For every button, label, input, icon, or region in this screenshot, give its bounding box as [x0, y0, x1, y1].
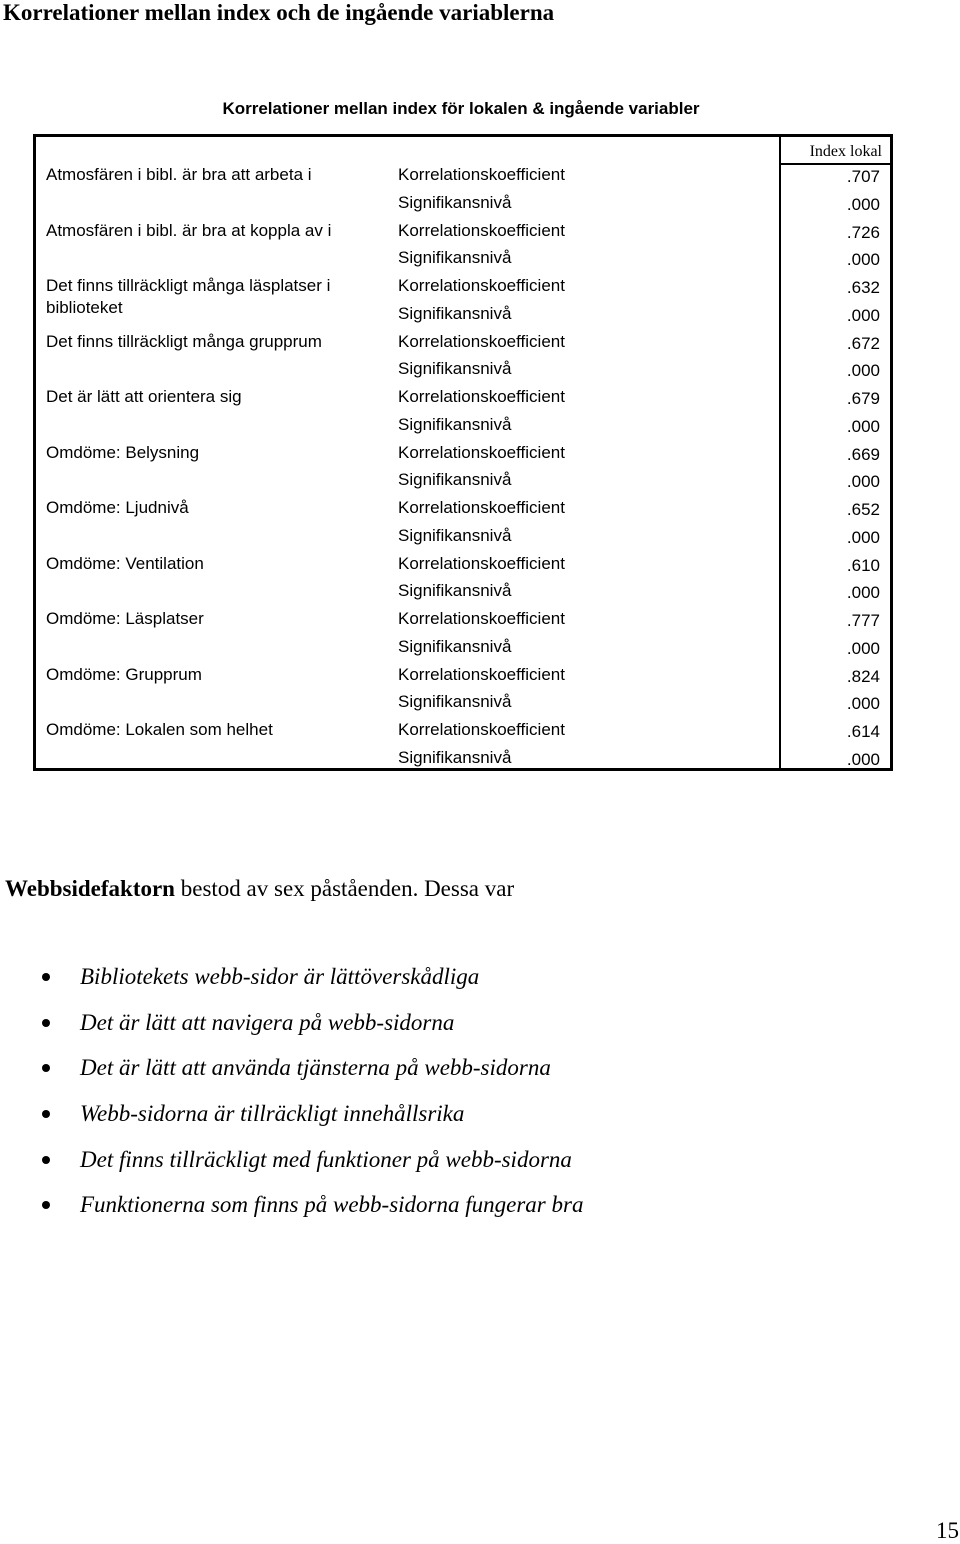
list-item — [0, 1143, 800, 1177]
bullet-text: Bibliotekets webb-sidor är lättöverskådliga — [80, 964, 480, 989]
table-row-coef-value: .669 — [846, 444, 880, 464]
table-row-variable: Det finns tillräckligt många grupprum — [46, 331, 322, 351]
bullet-text: Det är lätt att använda tjänsterna på webb-sidorna — [80, 1055, 551, 1080]
table-row-coef-label: Korrelationskoefficient — [398, 165, 565, 184]
table-row-sig-label: Signifikansnivå — [398, 192, 512, 212]
table-row-variable: Det är lätt att orientera sig — [46, 387, 242, 406]
table-row-sig-value: .000 — [846, 694, 880, 713]
table-row-sig-label: Signifikansnivå — [398, 303, 512, 323]
table-row-coef-value: .614 — [846, 722, 880, 741]
table-row-coef-label: Korrelationskoefficient — [398, 442, 565, 462]
table-row-coef-label: Korrelationskoefficient — [398, 276, 565, 295]
table-row-coef-label: Korrelationskoefficient — [398, 220, 565, 240]
page-number: 15 — [936, 1518, 959, 1543]
bullet-text: Det finns tillräckligt med funktioner på webb-sidorna — [80, 1147, 572, 1172]
table-row-coef-label: Korrelationskoefficient — [398, 609, 565, 628]
table-row-variable: Omdöme: Ljudnivå — [46, 498, 189, 517]
table-row-sig-label: Signifikansnivå — [398, 525, 512, 545]
bullet-icon — [42, 1019, 50, 1027]
table-row-coef-label: Korrelationskoefficient — [398, 664, 565, 684]
table-row-sig-label: Signifikansnivå — [398, 692, 512, 711]
paragraph-bold-term: Webbsidefaktorn — [5, 876, 175, 901]
table-row-sig-label: Signifikansnivå — [398, 470, 512, 489]
table-row-sig-value: .000 — [846, 194, 880, 214]
table-row-coef-label: Korrelationskoefficient — [398, 498, 565, 517]
table-row-sig-value: .000 — [846, 527, 880, 547]
table-row-sig-value: .000 — [846, 749, 880, 769]
bullet-icon — [42, 973, 50, 981]
table-row-coef-value: .610 — [846, 555, 880, 575]
table-row-variable: Atmosfären i bibl. är bra at koppla av i — [46, 220, 332, 240]
list-item — [0, 960, 800, 994]
page-heading: Korrelationer mellan index och de ingående variablerna — [3, 0, 555, 25]
bullet-text: Webb-sidorna är tillräckligt innehållsrika — [80, 1101, 465, 1126]
paragraph-text: bestod av sex påståenden. Dessa var — [174, 876, 515, 901]
bullet-text: Funktionerna som finns på webb-sidorna fungerar bra — [80, 1192, 584, 1217]
column-header-index-lokal: Index lokal — [809, 143, 882, 160]
table-row-sig-label: Signifikansnivå — [398, 414, 512, 434]
table-title: Korrelationer mellan index för lokalen & ingående variabler — [222, 99, 700, 118]
table-row-sig-value: .000 — [846, 583, 880, 602]
table-row-coef-value: .679 — [846, 389, 880, 408]
list-item — [0, 1097, 800, 1131]
table-row-coef-value: .632 — [846, 278, 880, 297]
table-row-sig-label: Signifikansnivå — [398, 581, 512, 600]
bullet-text: Det är lätt att navigera på webb-sidorna — [80, 1010, 455, 1035]
table-row-sig-value: .000 — [846, 472, 880, 491]
table-row-sig-label: Signifikansnivå — [398, 248, 512, 267]
list-item — [0, 1006, 800, 1040]
table-row-coef-label: Korrelationskoefficient — [398, 331, 565, 351]
table-row-sig-label: Signifikansnivå — [398, 747, 512, 767]
table-row-variable: Omdöme: Lokalen som helhet — [46, 720, 273, 739]
table-row-variable: Omdöme: Läsplatser — [46, 609, 204, 628]
table-row-coef-value: .726 — [846, 222, 880, 242]
table-row-variable: Omdöme: Belysning — [46, 442, 200, 462]
table-row-coef-label: Korrelationskoefficient — [398, 720, 565, 739]
bullet-icon — [42, 1064, 50, 1072]
table-row-coef-label: Korrelationskoefficient — [398, 387, 565, 406]
table-row-sig-value: .000 — [846, 638, 880, 658]
table-row-coef-value: .652 — [846, 500, 880, 519]
table-header-rule — [781, 163, 891, 165]
table-column-divider — [779, 137, 781, 768]
table-row-sig-value: .000 — [846, 361, 880, 380]
list-item — [0, 1051, 800, 1085]
table-row-variable: Omdöme: Ventilation — [46, 553, 204, 573]
table-row-coef-label: Korrelationskoefficient — [398, 553, 565, 573]
table-row-coef-value: .707 — [846, 167, 880, 186]
table-row-sig-label: Signifikansnivå — [398, 636, 512, 656]
bullet-icon — [42, 1201, 50, 1209]
table-row-coef-value: .672 — [846, 333, 880, 353]
table-row-coef-value: .824 — [846, 666, 880, 686]
table-row-coef-value: .777 — [846, 611, 880, 630]
list-item — [0, 1188, 800, 1222]
body-paragraph — [5, 874, 514, 904]
table-row-variable: Det finns tillräckligt många läsplatser i biblioteket — [46, 276, 331, 317]
table-row-sig-label: Signifikansnivå — [398, 359, 512, 378]
table-row-variable: Omdöme: Grupprum — [46, 664, 202, 684]
table-row-sig-value: .000 — [846, 416, 880, 436]
table-row-variable: Atmosfären i bibl. är bra att arbeta i — [46, 165, 312, 184]
bullet-icon — [42, 1156, 50, 1164]
table-row-sig-value: .000 — [846, 305, 880, 325]
table-row-sig-value: .000 — [846, 250, 880, 269]
bullet-icon — [42, 1110, 50, 1118]
